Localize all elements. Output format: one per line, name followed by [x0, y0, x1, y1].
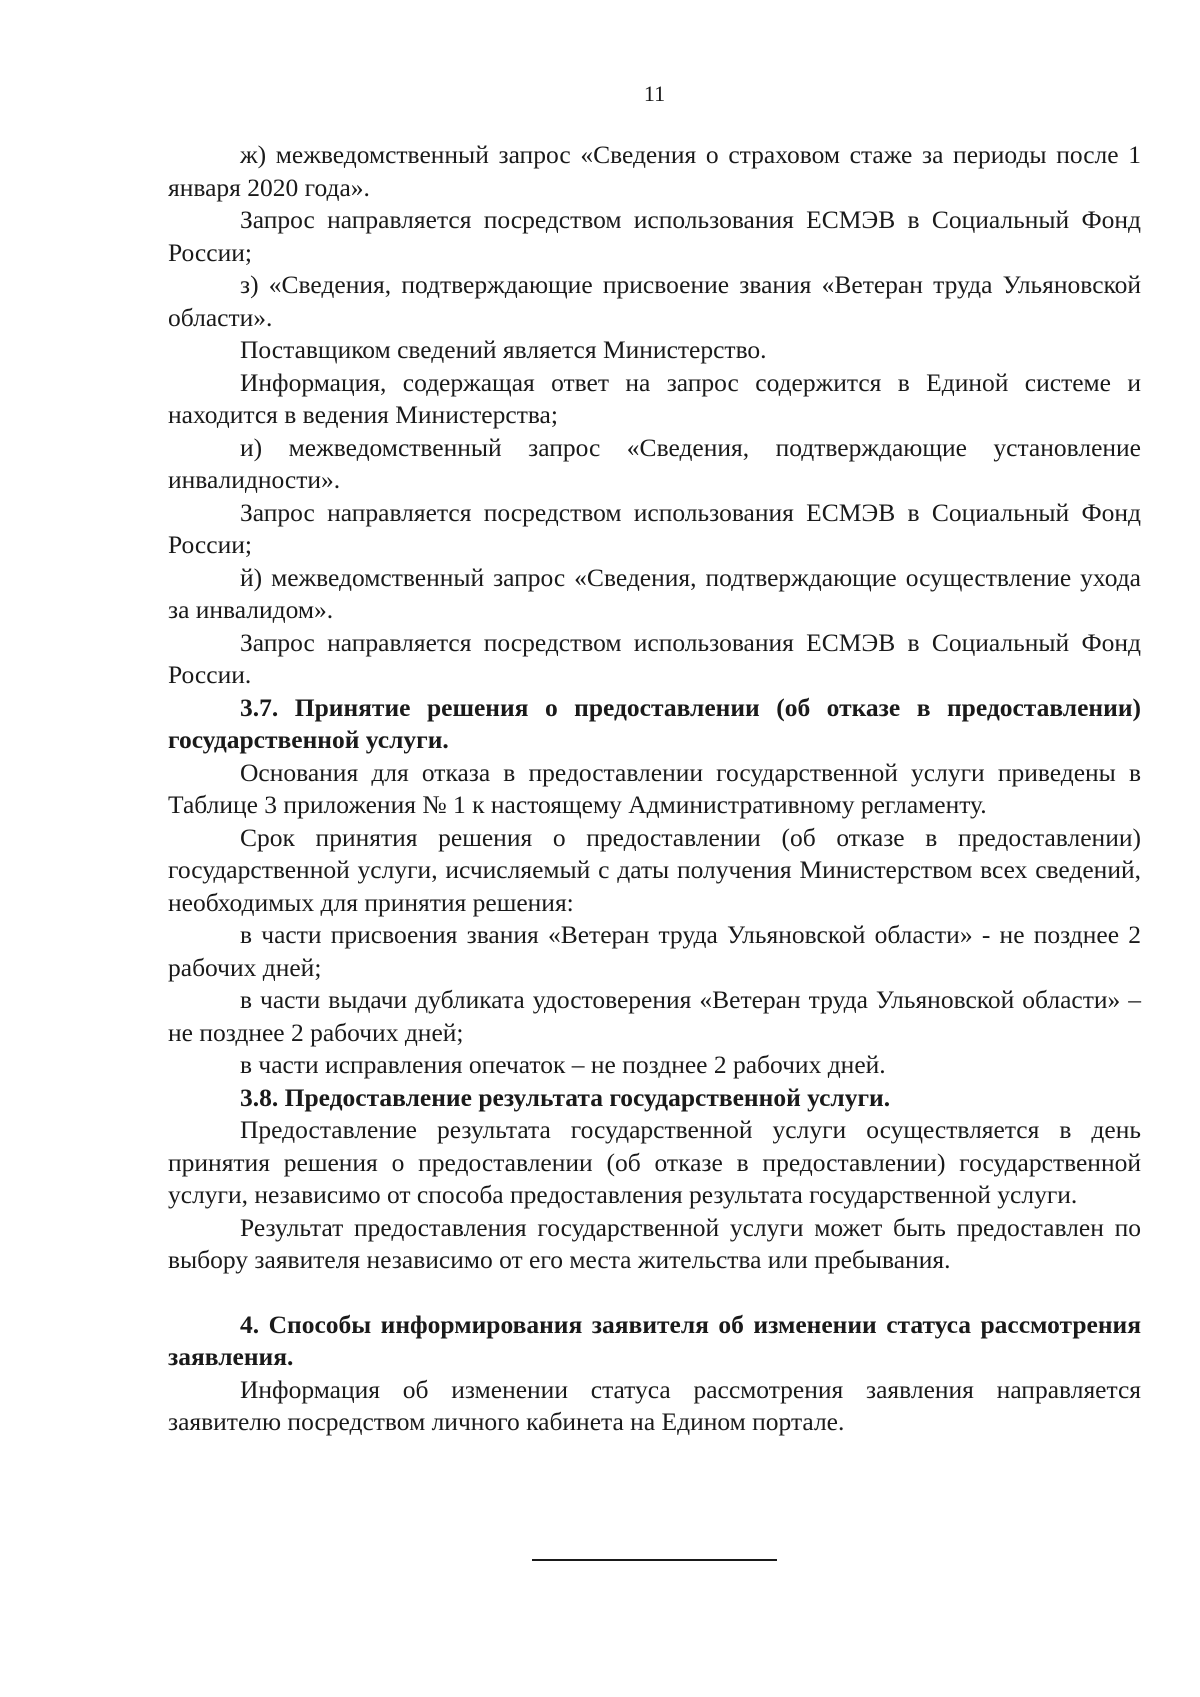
paragraph-term-corrections: в части исправления опечаток – не позднее 2 рабочих дней. — [240, 1050, 886, 1079]
paragraph-request-sfr-2: Запрос направляется посредством использования ЕСМЭВ в Социальный Фонд России; — [168, 497, 1141, 559]
paragraph-y-care-request: й) межведомственный запрос «Сведения, подтверждающие осуществление ухода за инвалидом». — [168, 562, 1141, 624]
paragraph-term-title: в части присвоения звания «Ветеран труда Ульяновской области» - не позднее 2 рабочих дней; — [168, 920, 1141, 982]
paragraph-refusal-grounds: Основания для отказа в предоставлении государственной услуги приведены в Таблице 3 приложения № 1 к настоящему Административному регламенту. — [168, 757, 1141, 819]
paragraph-status-info: Информация об изменении статуса рассмотрения заявления направляется заявителю посредством личного кабинета на Едином портале. — [168, 1374, 1141, 1436]
paragraph-zh-request: ж) межведомственный запрос «Сведения о страховом стаже за периоды после 1 января 2020 года». — [168, 140, 1141, 202]
document-body — [168, 139, 1141, 1439]
paragraph-i-disability-request: и) межведомственный запрос «Сведения, подтверждающие установление инвалидности». — [168, 432, 1141, 494]
paragraph-request-sfr-1: Запрос направляется посредством использования ЕСМЭВ в Социальный Фонд России; — [168, 205, 1141, 267]
paragraph-term-duplicate: в части выдачи дубликата удостоверения «Ветеран труда Ульяновской области» – не позднее 2 рабочих дней; — [168, 985, 1141, 1047]
paragraph-result-provision: Предоставление результата государственной услуги осуществляется в день принятия решения о предоставлении (об отказе в предоставлении) государственной услуги, независимо от способа предоставления результата государственной услуги. — [168, 1115, 1141, 1209]
page-number: 11 — [643, 81, 666, 106]
paragraph-request-sfr-3: Запрос направляется посредством использования ЕСМЭВ в Социальный Фонд России. — [168, 627, 1141, 689]
paragraph-decision-term: Срок принятия решения о предоставлении (об отказе в предоставлении) государственной услуги, исчисляемый с даты получения Министерством всех сведений, необходимых для принятия решения: — [168, 822, 1141, 917]
section-heading-3-8: 3.8. Предоставление результата государственной услуги. — [240, 1082, 891, 1112]
section-heading-3-7: 3.7. Принятие решения о предоставлении (об отказе в предоставлении) государственной услуги. — [168, 692, 1141, 754]
paragraph-z-veteran-info: з) «Сведения, подтверждающие присвоение звания «Ветеран труда Ульяновской области». — [168, 270, 1141, 332]
paragraph-result-choice: Результат предоставления государственной услуги может быть предоставлен по выбору заявителя независимо от его места жительства или пребывания. — [168, 1212, 1141, 1274]
paragraph-supplier: Поставщиком сведений является Министерство. — [240, 335, 767, 364]
section-heading-4: 4. Способы информирования заявителя об изменении статуса рассмотрения заявления. — [168, 1309, 1141, 1371]
paragraph-info-unified-system: Информация, содержащая ответ на запрос содержится в Единой системе и находится в ведения Министерства; — [168, 367, 1141, 429]
closing-rule — [532, 1559, 777, 1561]
